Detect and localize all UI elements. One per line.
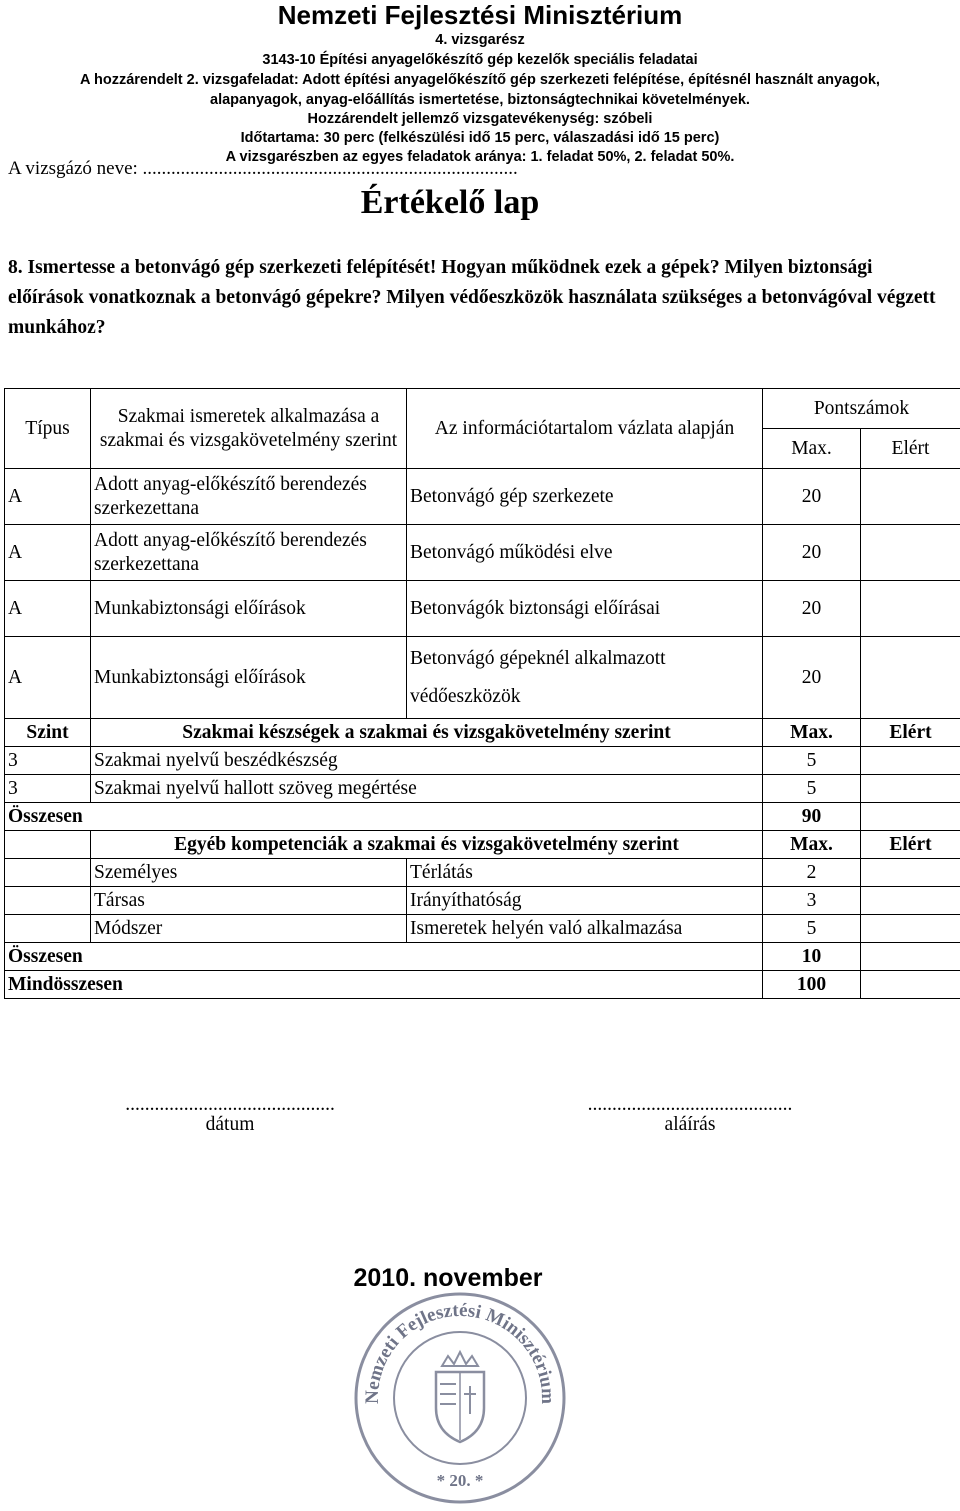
other-achieved-header: Elért — [861, 831, 960, 859]
candidate-name-line: A vizsgázó neve: ............................................................................... — [8, 158, 518, 180]
row-outline-line1: Betonvágó gépeknél alkalmazott — [410, 648, 666, 669]
skill-max: 5 — [763, 747, 861, 775]
achieved-header: Elért — [861, 429, 960, 469]
ministry-title: Nemzeti Fejlesztési Minisztérium — [0, 0, 960, 31]
competency-achieved[interactable] — [861, 915, 960, 943]
outline-header: Az információtartalom vázlata alapján — [407, 389, 763, 469]
row-achieved[interactable] — [861, 637, 960, 719]
table-row — [5, 775, 960, 803]
table-row — [5, 581, 960, 637]
skill-label: Szakmai nyelvű beszédkészség — [91, 747, 763, 775]
row-type: A — [5, 581, 91, 637]
row-achieved[interactable] — [861, 581, 960, 637]
task-line-1: A hozzárendelt 2. vizsgafeladat: Adott építési anyagelőkészítő gép szerkezeti felépítése, építésnél használt anyagok, — [0, 70, 960, 90]
exam-part: 4. vizsgarész — [0, 30, 960, 50]
skill-max: 5 — [763, 775, 861, 803]
competency-max: 5 — [763, 915, 861, 943]
table-row — [5, 887, 960, 915]
coat-of-arms-icon — [436, 1352, 484, 1442]
competency-category: Személyes — [91, 859, 407, 887]
table-row — [5, 915, 960, 943]
table-row — [5, 859, 960, 887]
competency-label: Irányíthatóság — [407, 887, 763, 915]
table-row — [5, 637, 960, 719]
competency-achieved[interactable] — [861, 859, 960, 887]
competency-achieved[interactable] — [861, 887, 960, 915]
grand-total-max: 100 — [763, 971, 861, 999]
max-header: Max. — [763, 429, 861, 469]
subtotal-achieved[interactable] — [861, 943, 960, 971]
stamp-seal — [352, 1290, 568, 1506]
date-label: dátum — [80, 1114, 380, 1136]
stamp-number: * 20. * — [437, 1471, 484, 1490]
competency-label: Térlátás — [407, 859, 763, 887]
other-competencies-header: Egyéb kompetenciák a szakmai és vizsgakövetelmény szerint — [91, 831, 763, 859]
row-outline-line2: védőeszközök — [410, 686, 520, 707]
level-header: Szint — [5, 719, 91, 747]
row-max: 20 — [763, 637, 861, 719]
row-max: 20 — [763, 525, 861, 581]
grand-total-label: Mindösszesen — [5, 971, 763, 999]
exam-question: 8. Ismertesse a betonvágó gép szerkezeti felépítését! Hogyan működnek ezek a gépek? Milyen biztonsági előírások vonatkoznak a betonvágó gépekre? Milyen védőeszközök használata szükséges a betonvágóval végzett munkához? — [8, 253, 948, 343]
row-max: 20 — [763, 469, 861, 525]
other-max-header: Max. — [763, 831, 861, 859]
row-outline: Betonvágó gép szerkezete — [407, 469, 763, 525]
competency-max: 2 — [763, 859, 861, 887]
competency-label: Ismeretek helyén való alkalmazása — [407, 915, 763, 943]
knowledge-header: Szakmai ismeretek alkalmazása a szakmai és vizsgakövetelmény szerint — [91, 389, 407, 469]
row-type: A — [5, 637, 91, 719]
competency-max: 3 — [763, 887, 861, 915]
table-row — [5, 469, 960, 525]
competency-category: Módszer — [91, 915, 407, 943]
exam-activity: Hozzárendelt jellemző vizsgatevékenység: szóbeli — [0, 109, 960, 129]
stamp-text: Nemzeti Fejlesztési Minisztérium — [362, 1300, 558, 1404]
subtotal-max: 90 — [763, 803, 861, 831]
task-line-2: alapanyagok, anyag-előállítás ismertetése, biztonságtechnikai követelmények. — [0, 90, 960, 110]
grand-total-achieved[interactable] — [861, 971, 960, 999]
points-header: Pontszámok — [763, 389, 960, 429]
subtotal-label: Összesen — [5, 803, 763, 831]
row-knowledge: Munkabiztonsági előírások — [91, 637, 407, 719]
row-type: A — [5, 525, 91, 581]
row-achieved[interactable] — [861, 469, 960, 525]
row-outline: Betonvágó működési elve — [407, 525, 763, 581]
skills-header: Szakmai készségek a szakmai és vizsgakövetelmény szerint — [91, 719, 763, 747]
row-outline: Betonvágók biztonsági előírásai — [407, 581, 763, 637]
skills-achieved-header: Elért — [861, 719, 960, 747]
evaluation-table — [4, 388, 960, 999]
table-row — [5, 747, 960, 775]
row-knowledge: Munkabiztonsági előírások — [91, 581, 407, 637]
qualification: 3143-10 Építési anyagelőkészítő gép kezelők speciális feladatai — [0, 50, 960, 70]
skill-achieved[interactable] — [861, 747, 960, 775]
skills-max-header: Max. — [763, 719, 861, 747]
competency-category: Társas — [91, 887, 407, 915]
row-type: A — [5, 469, 91, 525]
signature-line: .......................................... — [540, 1094, 840, 1116]
row-achieved[interactable] — [861, 525, 960, 581]
official-stamp — [352, 1290, 568, 1511]
row-knowledge: Adott anyag-előkészítő berendezés szerkezettana — [91, 525, 407, 581]
type-header: Típus — [5, 389, 91, 469]
document-date: 2010. november — [0, 1264, 896, 1293]
row-knowledge: Adott anyag-előkészítő berendezés szerkezettana — [91, 469, 407, 525]
skill-level: 3 — [5, 775, 91, 803]
signature-label: aláírás — [540, 1114, 840, 1136]
row-outline — [407, 637, 763, 719]
skill-level: 3 — [5, 747, 91, 775]
subtotal-max: 10 — [763, 943, 861, 971]
exam-duration: Időtartama: 30 perc (felkészülési idő 15 perc, válaszadási idő 15 perc) — [0, 128, 960, 148]
date-signature-line: ........................................... — [80, 1094, 380, 1116]
skill-achieved[interactable] — [861, 775, 960, 803]
page-title: Értékelő lap — [0, 184, 900, 222]
row-max: 20 — [763, 581, 861, 637]
subtotal-label: Összesen — [5, 943, 763, 971]
subtotal-achieved[interactable] — [861, 803, 960, 831]
skill-label: Szakmai nyelvű hallott szöveg megértése — [91, 775, 763, 803]
table-row — [5, 525, 960, 581]
task-ratio: A vizsgarészben az egyes feladatok aránya: 1. feladat 50%, 2. feladat 50%. — [0, 147, 960, 167]
